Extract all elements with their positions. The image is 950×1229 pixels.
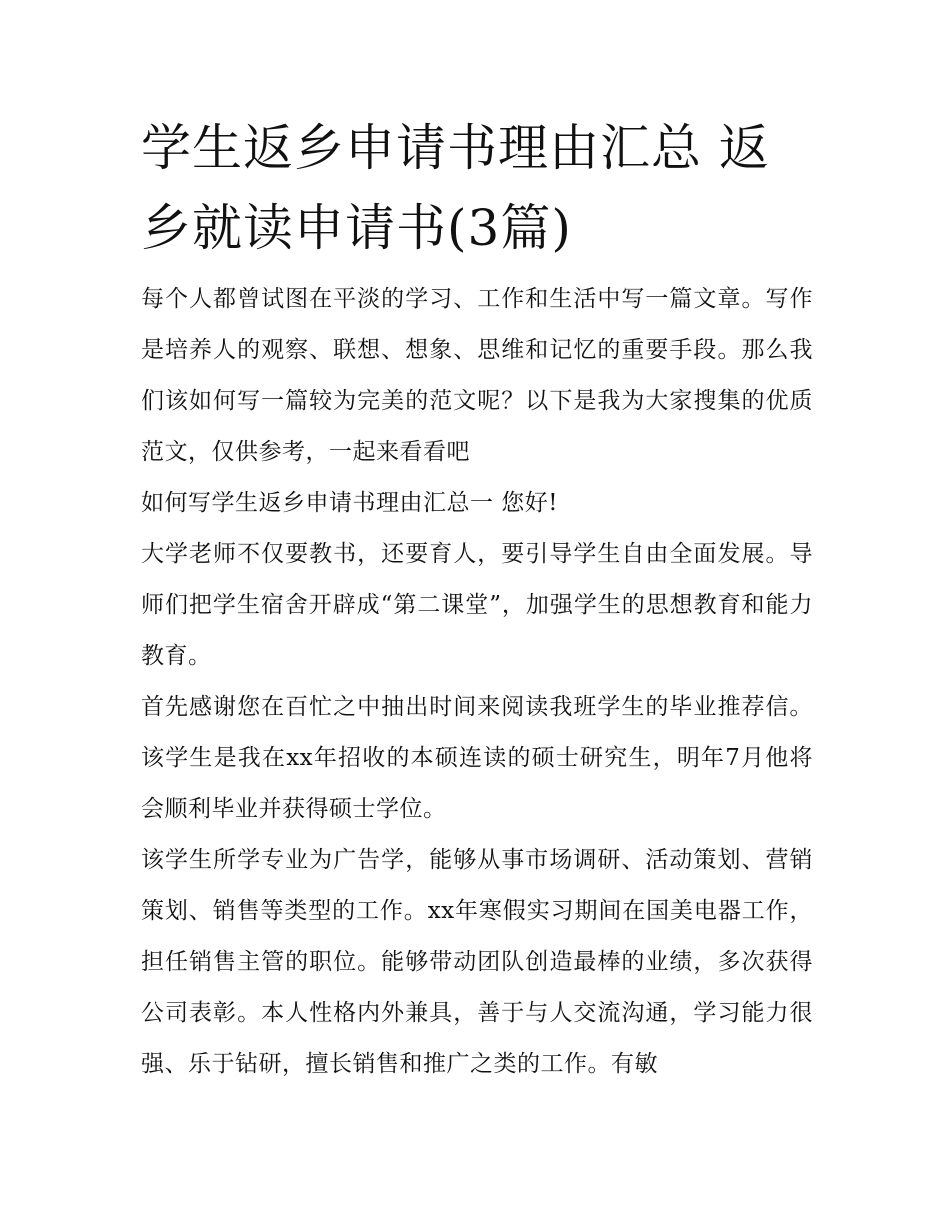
paragraph-teacher: 大学老师不仅要教书，还要育人，要引导学生自由全面发展。导师们把学生宿舍开辟成“第二课堂”，加强学生的思想教育和能力教育。: [141, 541, 813, 669]
paragraph-thanks: 首先感谢您在百忙之中抽出时间来阅读我班学生的毕业推荐信。该学生是我在xx年招收的本硕连读的硕士研究生，明年7月他将会顺利毕业并获得硕士学位。: [141, 694, 813, 822]
document-body: [141, 274, 813, 1090]
document-title: 学生返乡申请书理由汇总 返乡就读申请书(3篇): [141, 119, 770, 257]
paragraph-greeting: 如何写学生返乡申请书理由汇总一 您好!: [141, 490, 559, 516]
paragraph-major: 该学生所学专业为广告学，能够从事市场调研、活动策划、营销策划、销售等类型的工作。xx年寒假实习期间在国美电器工作，担任销售主管的职位。能够带动团队创造最棒的业绩，多次获得公司表彰。本人性格内外兼具，善于与人交流沟通，学习能力很强、乐于钻研，擅长销售和推广之类的工作。有敏: [141, 847, 813, 1077]
paragraph-intro: 每个人都曾试图在平淡的学习、工作和生活中写一篇文章。写作是培养人的观察、联想、想象、思维和记忆的重要手段。那么我们该如何写一篇较为完美的范文呢？以下是我为大家搜集的优质范文，仅供参考，一起来看看吧: [141, 286, 813, 465]
